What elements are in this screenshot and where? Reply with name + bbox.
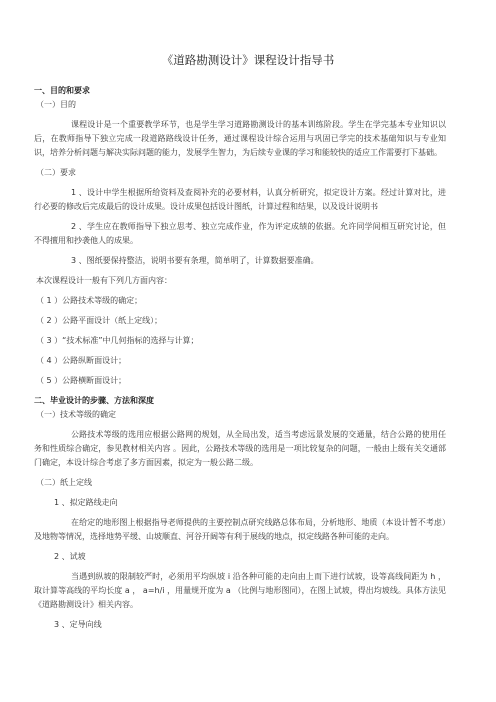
step-heading-2: 2 、试坡 xyxy=(54,552,86,561)
document-title: 《道路勘测设计》课程设计指导书 xyxy=(161,53,335,67)
content-list-item: （ 4 ）公路纵断面设计； xyxy=(36,356,127,365)
step-heading-3: 3 、定导向线 xyxy=(54,620,102,629)
paragraph-trial-grade: 当遇到纵坡的限制较严时，必须用平均纵坡 i 沿各种可能的走向由上而下进行试坡，设等高线间距为 h ，取计算等高线的平均长度 a ， a=h/i ，用量规开度为 a （比例与地形图同），在图上试坡，得出均坡线。具体方法见《道路勘测设计》相关内容。 xyxy=(34,572,446,609)
paragraph-route-direction: 在给定的地形图上根据指导老师提供的主要控制点研究线路总体布局，分析地形、地质（本设计暂不考虑）及地物等情况，选择地势平缓、山坡顺直、河谷开阔等有利于展线的地点，拟定线路各种可能的走向。 xyxy=(34,518,446,541)
content-list-item: （ 2 ）公路平面设计（纸上定线）； xyxy=(36,316,163,325)
content-list-item: （ 3 ）“技术标准”中几何指标的选择与计算； xyxy=(36,336,199,345)
content-list-item: （ 1 ）公路技术等级的确定； xyxy=(36,296,143,305)
subsection-heading-paper-location: （二）纸上定线 xyxy=(36,478,92,487)
content-list-item: （ 5 ）公路横断面设计； xyxy=(36,376,127,385)
document-body xyxy=(34,84,446,632)
subsection-heading-purpose: （一）目的 xyxy=(36,100,76,109)
subsection-heading-grade: （一）技术等级的确定 xyxy=(36,410,116,419)
requirement-3: 3 、图纸要保持整洁，说明书要有条理，简单明了，计算数据要准确。 xyxy=(71,256,319,265)
step-heading-1: 1 、拟定路线走向 xyxy=(54,498,118,507)
paragraph-purpose: 课程设计是一个重要教学环节，也是学生学习道路勘测设计的基本训练阶段。学生在学完基本专业知识以后，在教师指导下独立完成一段道路路线设计任务，通过课程设计综合运用与巩固已学完的技术基础知识与专业知识，培养分析问题与解决实际问题的能力，发展学生智力，为后续专业课的学习和能较快的适应工作需要打下基础。 xyxy=(34,120,446,157)
paragraph-grade: 公路技术等级的选用应根据公路网的规划，从全局出发，适当考虑远景发展的交通量，结合公路的使用任务和性质综合确定，参见教材相关内容 。因此，公路技术等级的选用是一项比较复杂的问题，一般由上级有关交通部门确定，本设计综合考虑了多方面因素，拟定为一般公路二级。 xyxy=(34,430,446,467)
requirement-2: 2 、学生应在教师指导下独立思考、独立完成作业，作为评定成绩的依据。允许同学间相互研究讨论，但不得擅用和抄袭他人的成果。 xyxy=(34,222,446,245)
section-heading-1: 一、目的和要求 xyxy=(34,86,90,95)
content-list-intro: 本次课程设计一般有下列几方面内容： xyxy=(36,276,172,285)
subsection-heading-requirements: （二）要求 xyxy=(36,168,76,177)
section-heading-2: 二、毕业设计的步骤、方法和深度 xyxy=(34,396,154,405)
requirement-1: 1 、设计中学生根据所给资料及查阅补充的必要材料，认真分析研究，拟定设计方案。经过计算对比，进行必要的修改后完成最后的设计成果。设计成果包括设计图纸，计算过程和结果，以及设计说明书 xyxy=(34,188,446,211)
